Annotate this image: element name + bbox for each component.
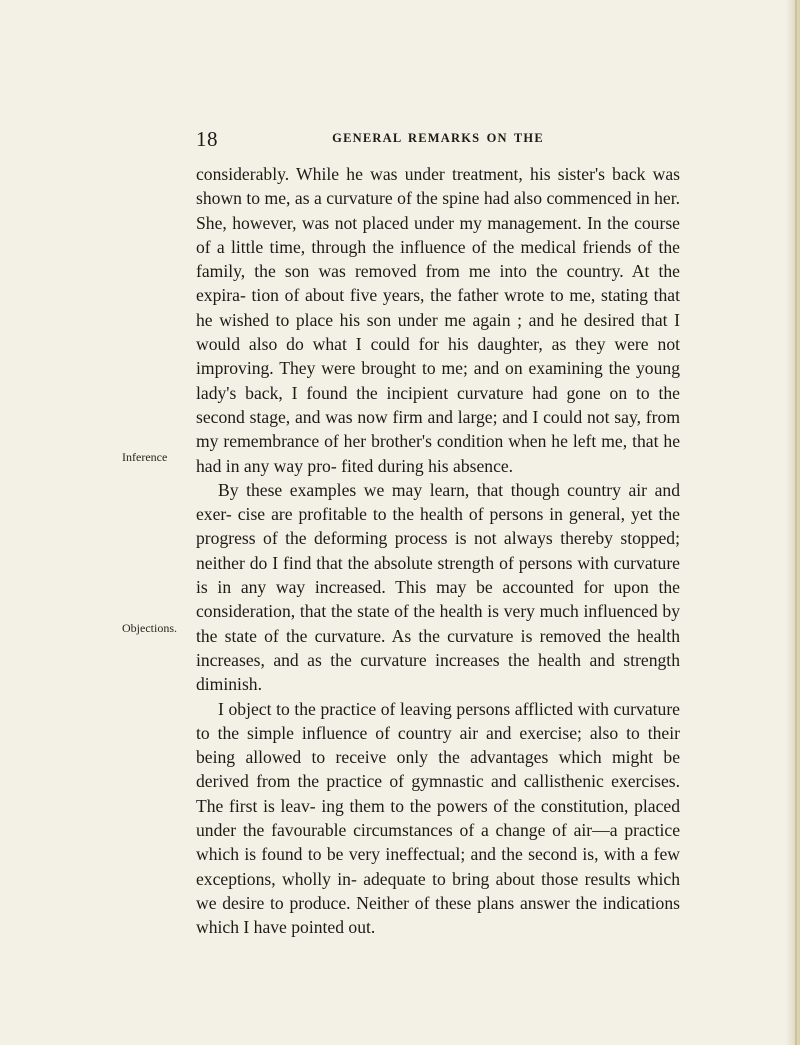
margin-note-inference: Inference <box>122 450 168 464</box>
paragraph-objections: I object to the practice of leaving persons afflicted with curvature to the simple influence of country air and exercise; also to their being allowed to receive only the advantages which might be derived from the practice of gymnastic and callisthenic exercises. The first is leav- ing them to the powers of the constitution, placed under the favourable circumstances of a change of air—a practice which is found to be very ineffectual; and the second is, with a few exceptions, wholly in- adequate to bring about those results which we desire to produce. Neither of these plans answer the indications which I have pointed out. <box>196 698 680 938</box>
page-edge-shadow <box>795 0 797 1045</box>
body-text <box>196 162 680 940</box>
running-head: GENERAL REMARKS ON THE <box>332 131 544 145</box>
paragraph-inference: By these examples we may learn, that though country air and exer- cise are profitable to the health of persons in general, yet the progress of the deforming process is not always thereby stopped; neither do I find that the absolute strength of persons with curvature is in any way increased. This may be accounted for upon the consideration, that the state of the health is very much influenced by the state of the curvature. As the curvature is removed the health increases, and as the curvature increases the health and strength diminish. <box>196 479 680 695</box>
paragraph-continuation: considerably. While he was under treatment, his sister's back was shown to me, as a curvature of the spine had also commenced in her. She, however, was not placed under my management. In the course of a little time, through the influence of the medical friends of the family, the son was removed from me into the country. At the expira- tion of about five years, the father wrote to me, stating that he wished to place his son under me again ; and he desired that I would also do what I could for his daughter, as they were not improving. They were brought to me; and on examining the young lady's back, I found the incipient curvature had gone on to the second stage, and was now firm and large; and I could not say, from my remembrance of her brother's condition when he left me, that he had in any way pro- fited during his absence. <box>196 164 680 476</box>
page-number: 18 <box>196 127 218 151</box>
page-edge <box>786 0 800 1045</box>
margin-note-objections: Objections. <box>122 621 177 635</box>
page-header <box>196 127 680 151</box>
